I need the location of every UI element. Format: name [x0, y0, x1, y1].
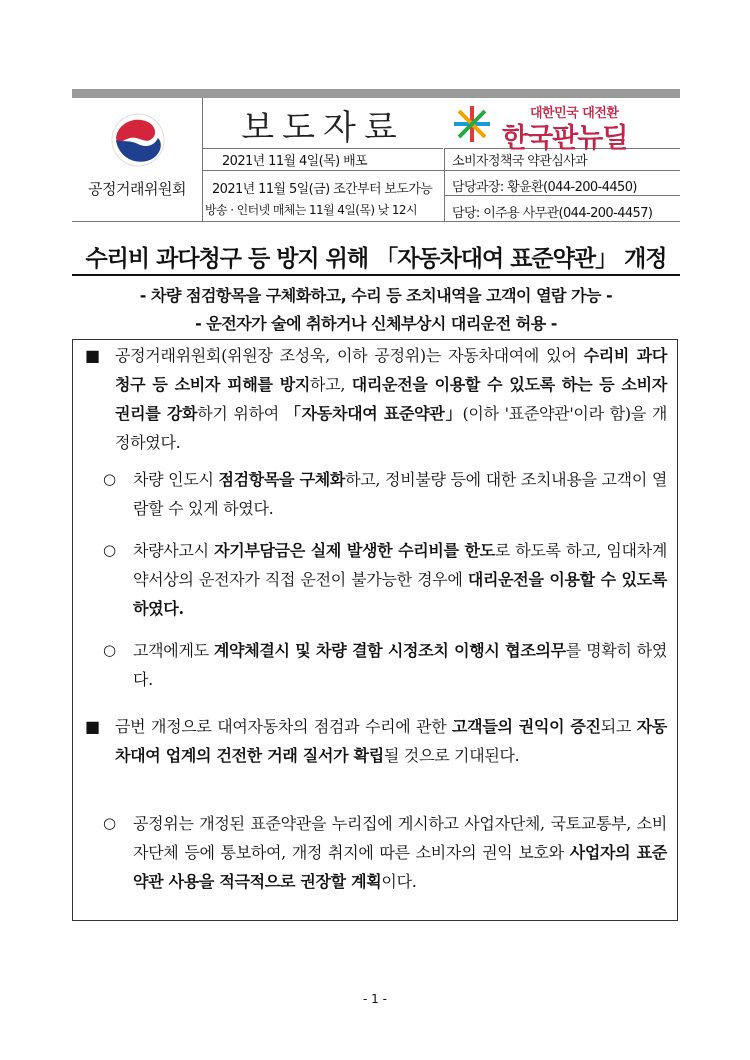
new-deal-star-icon	[452, 104, 492, 144]
divider	[72, 221, 680, 222]
paragraph-1: 공정거래위원회(위원장 조성욱, 이하 공정위)는 자동차대여에 있어 수리비 과다 청구 등 소비자 피해를 방지하고, 대리운전을 이용할 수 있도록 하는 등 소비자 권리를 강화하기 위하여 「자동차대여 표준약관」(이하 '표준약관'이라 함)을 개정하였다.	[115, 346, 667, 452]
circle-bullet: ○	[103, 541, 117, 559]
square-bullet: ■	[85, 346, 101, 365]
divider	[444, 195, 680, 196]
paragraph-2: 금번 개정으로 대여자동차의 점검과 수리에 관한 고객들의 권익이 증진되고 자동차대여 업계의 건전한 거래 질서가 확립될 것으로 기대된다.	[115, 717, 667, 765]
embargo-line-1: 2021년 11월 5일(금) 조간부터 보도가능	[212, 182, 433, 197]
circle-bullet: ○	[103, 814, 117, 832]
circle-bullet: ○	[103, 641, 117, 659]
contact-manager: 담당과장: 황윤환(044-200-4450)	[452, 180, 637, 195]
subheadline-2: - 운전자가 술에 취하거나 신체부상시 대리운전 허용 -	[195, 314, 557, 333]
agency-name: 공정거래위원회	[88, 180, 186, 198]
paragraph-1-1: 차량 인도시 점검항목을 구체화하고, 정비불량 등에 대한 조치내용을 고객이 열람할 수 있게 하였다.	[133, 470, 667, 518]
agency-logo-cell	[72, 98, 203, 222]
press-release-header	[72, 98, 680, 222]
paragraph-1-2: 차량사고시 자기부담금은 실제 발생한 수리비를 한도로 하도록 하고, 임대차계약서상의 운전자가 직접 운전이 불가능한 경우에 대리운전을 이용할 수 있도록 하였다.	[133, 541, 668, 618]
paragraph-1-3: 고객에게도 계약체결시 및 차량 결함 시정조치 이행시 협조의무를 명확히 하였다.	[133, 641, 667, 689]
divider	[203, 170, 680, 171]
page-number: - 1 -	[363, 992, 387, 1006]
new-deal-brand	[444, 98, 680, 154]
press-title-cell	[203, 98, 443, 149]
release-date: 2021년 11월 4일(목) 배포	[222, 154, 367, 169]
department: 소비자정책국 약관심사과	[452, 154, 588, 169]
headline: 수리비 과다청구 등 방지 위해 「자동차대여 표준약관」 개정	[85, 246, 667, 272]
brand-subtitle: 대한민국 대전환	[530, 106, 619, 121]
press-title: 보도자료	[241, 108, 405, 148]
summary-box	[72, 339, 678, 921]
subheadline-1: - 차량 점검항목을 구체화하고, 수리 등 조치내역을 고객이 열람 가능 -	[139, 286, 613, 305]
square-bullet: ■	[85, 717, 101, 736]
circle-bullet: ○	[103, 470, 117, 488]
brand-title: 한국판뉴딜	[502, 123, 628, 154]
paragraph-2-1: 공정위는 개정된 표준약관을 누리집에 게시하고 사업자단체, 국토교통부, 소비자단체 등에 통보하여, 개정 취지에 따른 소비자의 권익 보호와 사업자의 표준약관 사용을 적극적으로 권장할 계획이다.	[133, 814, 667, 891]
divider	[444, 148, 445, 222]
government-emblem-icon	[110, 112, 166, 168]
headline-underline	[72, 274, 680, 276]
contact-staff: 담당: 이주용 사무관(044-200-4457)	[452, 206, 653, 221]
embargo-line-2: 방송 · 인터넷 매체는 11월 4일(목) 낮 12시	[205, 203, 417, 217]
header-top-bar	[72, 89, 680, 98]
